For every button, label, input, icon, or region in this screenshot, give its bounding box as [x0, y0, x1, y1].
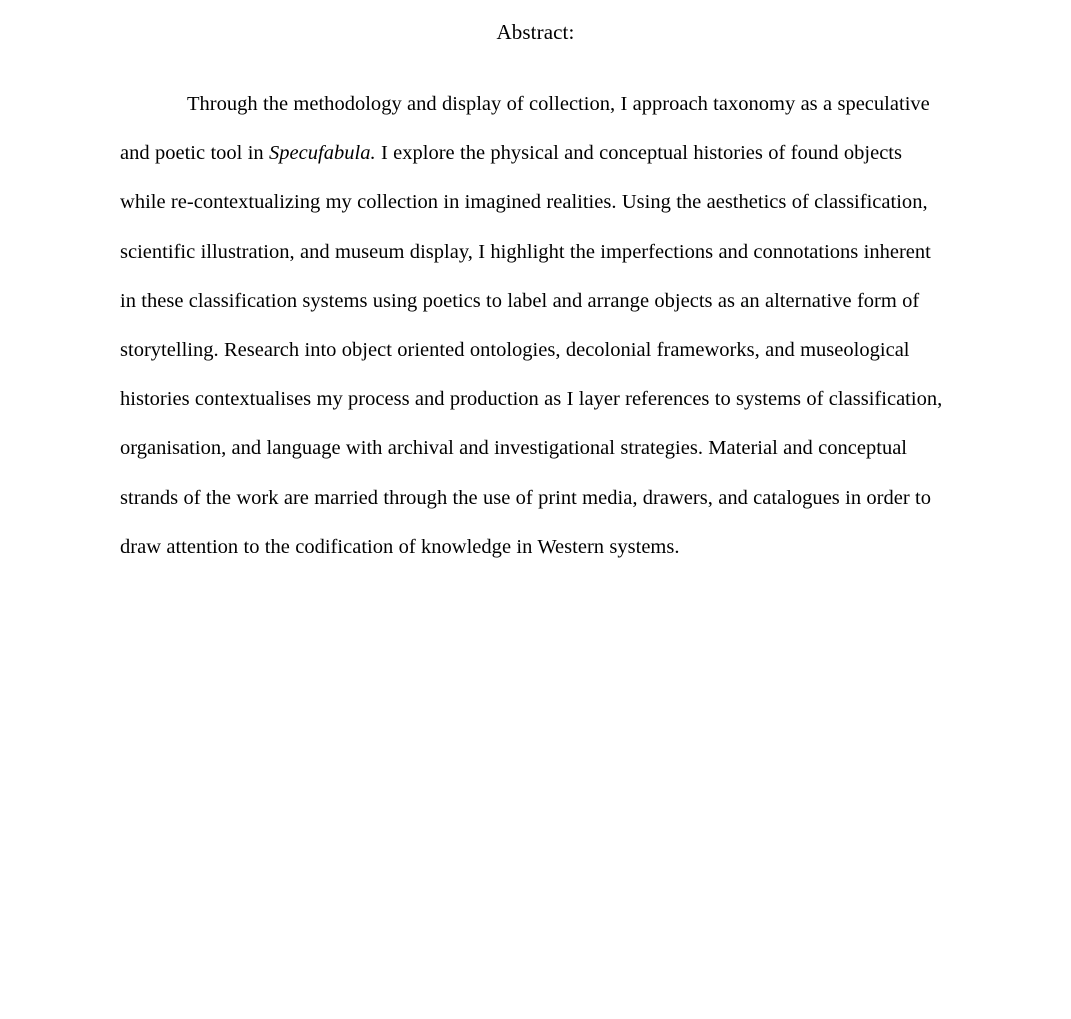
abstract-body [120, 80, 952, 572]
page-title: Abstract: [496, 20, 575, 44]
abstract-text-part-1: Through the methodology and display of collection, I approach taxonomy as a speculative and poetic tool in [120, 93, 930, 165]
work-title-specufabula: Specufabula. [269, 142, 376, 165]
abstract-text-part-2: I explore the physical and conceptual histories of found objects while re-contextualizing my collection in imagined realities. Using the aesthetics of classification, scientific illustration, and museum display, I highlight the imperfections and connotations inherent in these classification systems using poetics to label and arrange objects as an alternative form of storytelling. Research into object oriented ontologies, decolonial frameworks, and museological histories contextualises my process and production as I layer references to systems of classification, organisation, and language with archival and investigational strategies. Material and conceptual strands of the work are married through the use of print media, drawers, and catalogues in order to draw attention to the codification of knowledge in Western systems. [120, 142, 943, 558]
abstract-paragraph [120, 80, 952, 572]
